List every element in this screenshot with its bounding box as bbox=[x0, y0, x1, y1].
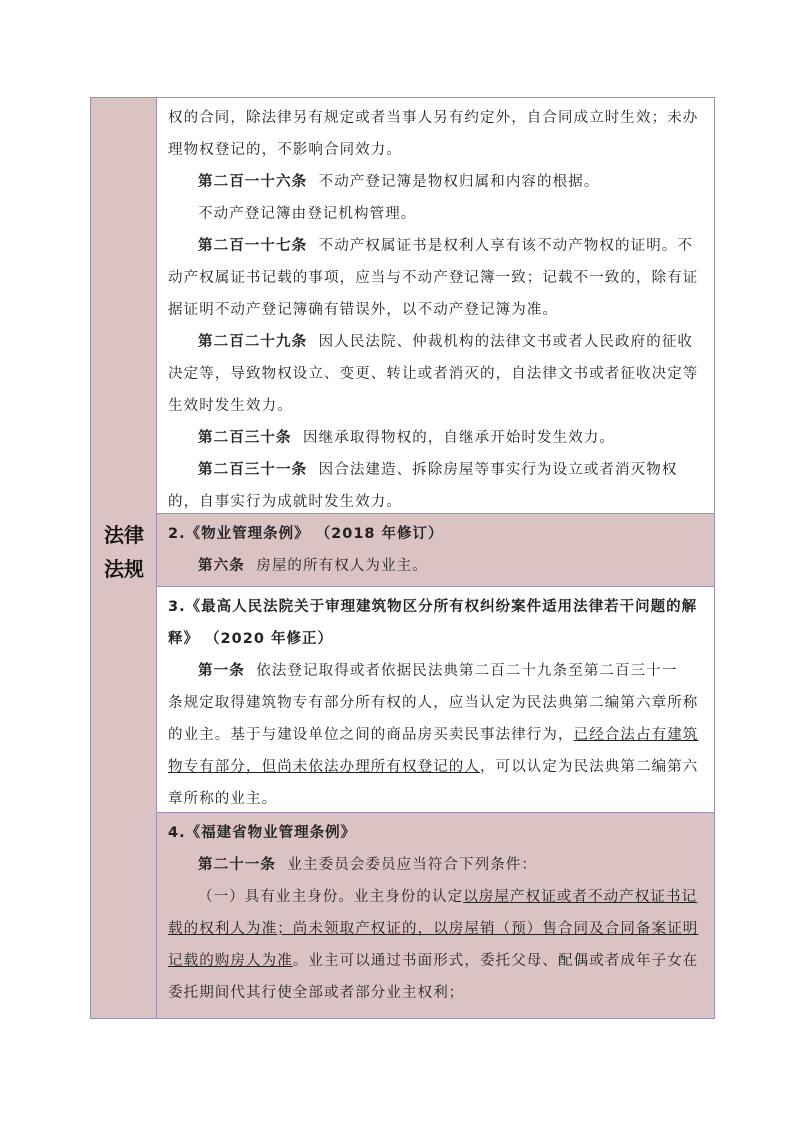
category-label-line2: 法规 bbox=[104, 557, 144, 581]
text-line bbox=[168, 913, 706, 945]
underlined-text: 已经合法占有建筑 bbox=[573, 727, 699, 743]
text-line bbox=[168, 881, 706, 913]
article-text: 因继承取得物权的，自继承开始时发生效力。 bbox=[303, 430, 616, 446]
text-line: 生效时发生效力。 bbox=[168, 398, 293, 414]
text-line: 的，自事实行为成就时发生效力。 bbox=[168, 494, 402, 510]
text-line: 委托期间代其行使全部或者部分业主权利； bbox=[168, 985, 465, 1001]
article-text: 业主委员会委员应当符合下列条件： bbox=[287, 857, 538, 873]
text-line bbox=[168, 945, 706, 977]
article-231 bbox=[168, 454, 706, 486]
section-heading: 2.《物业管理条例》 （2018 年修订） bbox=[168, 526, 444, 542]
article-text: 不动产登记簿是物权归属和内容的根据。 bbox=[318, 174, 600, 190]
text-span: 的业主。基于与建设单位之间的商品房买卖民事法律行为， bbox=[168, 727, 574, 743]
article-title: 第一条 bbox=[198, 663, 245, 679]
article-text: 依法登记取得或者依据民法典第二百二十九条至第二百三十一 bbox=[256, 663, 678, 679]
article-title: 第六条 bbox=[198, 558, 245, 574]
article-title: 第二百一十六条 bbox=[198, 174, 308, 190]
article-text: 不动产权属证书是权利人享有该不动产物权的证明。不 bbox=[318, 238, 694, 254]
article-text: 因合法建造、拆除房屋等事实行为设立或者消灭物权 bbox=[318, 462, 678, 478]
section-heading: 4.《福建省物业管理条例》 bbox=[168, 825, 357, 841]
section-heading-line1: 3.《最高人民法院关于审理建筑物区分所有权纠纷案件适用法律若干问题的解 bbox=[168, 599, 698, 615]
judicial-interpretation-section bbox=[157, 586, 714, 812]
category-label bbox=[91, 518, 157, 586]
article-21 bbox=[168, 849, 706, 881]
underlined-text: 以房屋产权证或者不动产权证书记 bbox=[463, 889, 698, 905]
text-line: 条规定取得建筑物专有部分所有权的人，应当认定为民法典第二编第六章所称 bbox=[168, 695, 699, 711]
underlined-text: 物专有部分，但尚未依法办理所有权登记的人 bbox=[168, 759, 480, 775]
text-line: 权的合同，除法律另有规定或者当事人另有约定外，自合同成立时生效；未办 bbox=[168, 110, 699, 126]
text-line: 理物权登记的，不影响合同效力。 bbox=[168, 142, 402, 158]
article-216 bbox=[168, 166, 706, 198]
article-229 bbox=[168, 326, 706, 358]
text-line bbox=[168, 751, 706, 783]
category-label-line1: 法律 bbox=[104, 523, 144, 547]
article-1 bbox=[168, 655, 706, 687]
text-line: 据证明不动产登记簿确有错误外，以不动产登记簿为准。 bbox=[168, 302, 558, 318]
text-line: 动产权属证书记载的事项，应当与不动产登记簿一致；记载不一致的，除有证 bbox=[168, 270, 699, 286]
category-column bbox=[91, 98, 157, 1018]
article-title: 第二百三十一条 bbox=[198, 462, 308, 478]
article-title: 第二百一十七条 bbox=[198, 238, 308, 254]
fujian-regulation-section bbox=[157, 812, 714, 1018]
text-span: 。业主可以通过书面形式，委托父母、配偶或者成年子女在 bbox=[292, 953, 699, 969]
article-230 bbox=[168, 422, 706, 454]
regulation-table bbox=[90, 97, 715, 1019]
text-line: 不动产登记簿由登记机构管理。 bbox=[198, 206, 417, 222]
text-line: 决定等，导致物权设立、变更、转让或者消灭的，自法律文书或者征收决定等 bbox=[168, 366, 699, 382]
underlined-text: 记载的购房人为准 bbox=[168, 953, 293, 969]
section-heading-line2: 释》 （2020 年修正） bbox=[168, 631, 333, 647]
article-6 bbox=[168, 550, 706, 582]
civil-code-section bbox=[157, 102, 714, 513]
article-title: 第二百二十九条 bbox=[198, 334, 308, 350]
text-line: 章所称的业主。 bbox=[168, 791, 278, 807]
article-title: 第二十一条 bbox=[198, 857, 276, 873]
article-text: 因人民法院、仲裁机构的法律文书或者人民政府的征收 bbox=[318, 334, 694, 350]
article-217 bbox=[168, 230, 706, 262]
text-span: ，可以认定为民法典第二编第六 bbox=[480, 759, 699, 775]
article-text: 房屋的所有权人为业主。 bbox=[256, 558, 428, 574]
underlined-text: 载的权利人为准；尚未领取产权证的，以房屋销（预）售合同及合同备案证明 bbox=[168, 921, 699, 937]
article-title: 第二百三十条 bbox=[198, 430, 292, 446]
property-regulation-section bbox=[157, 513, 714, 586]
text-span: （一）具有业主身份。业主身份的认定 bbox=[198, 889, 464, 905]
text-line bbox=[168, 719, 706, 751]
